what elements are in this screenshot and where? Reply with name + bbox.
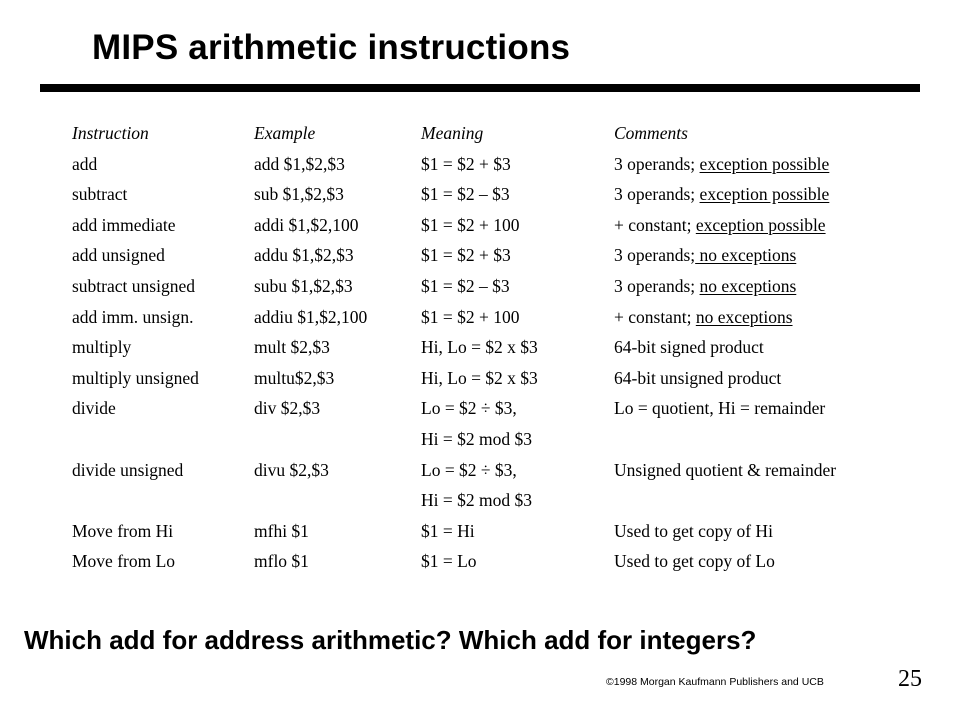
table-row	[72, 546, 912, 577]
instruction-cell: add unsigned	[72, 245, 165, 266]
question-text: Which add for address arithmetic? Which add for integers?	[24, 625, 757, 655]
table-row	[72, 455, 912, 486]
table-row	[72, 393, 912, 424]
meaning-cell: Hi, Lo = $2 x $3	[421, 367, 538, 388]
comment-underlined-text: exception possible	[695, 214, 826, 235]
meaning-cell: Lo = $2 ÷ $3,	[421, 459, 517, 480]
example-cell: addu $1,$2,$3	[254, 245, 354, 266]
instruction-table	[72, 118, 912, 577]
example-cell: mult $2,$3	[254, 337, 330, 358]
comment-cell	[614, 271, 796, 302]
comment-text: 3 operands;	[614, 245, 696, 266]
comment-underlined-text: no exceptions	[699, 275, 797, 296]
example-cell: subu $1,$2,$3	[254, 275, 353, 296]
table-row	[72, 271, 912, 302]
example-cell: div $2,$3	[254, 398, 321, 419]
comment-text: + constant;	[614, 214, 696, 235]
header-comments: Comments	[614, 123, 688, 143]
instruction-cell: subtract unsigned	[72, 275, 195, 296]
comment-underlined-text: exception possible	[699, 184, 830, 205]
slide-title: MIPS arithmetic instructions	[92, 28, 571, 67]
example-cell: mflo $1	[254, 551, 309, 572]
meaning-cell: Hi, Lo = $2 x $3	[421, 337, 538, 358]
meaning-cell: $1 = Lo	[421, 551, 477, 572]
comment-text: 64-bit unsigned product	[614, 367, 782, 388]
instruction-cell: add immediate	[72, 214, 176, 235]
meaning-cell: $1 = $2 + $3	[421, 153, 511, 174]
copyright-notice: ©1998 Morgan Kaufmann Publishers and UCB	[606, 676, 824, 688]
example-cell: addi $1,$2,100	[254, 214, 359, 235]
page-number: 25	[898, 666, 922, 692]
comment-cell	[614, 393, 825, 424]
table-row	[72, 179, 912, 210]
instruction-cell: Move from Lo	[72, 551, 176, 572]
table-row	[72, 332, 912, 363]
table-row	[72, 485, 912, 516]
table-row	[72, 210, 912, 241]
comment-cell	[614, 302, 793, 333]
example-cell: addiu $1,$2,100	[254, 306, 368, 327]
comment-cell	[614, 546, 775, 577]
instruction-cell: multiply unsigned	[72, 367, 199, 388]
meaning-cell: $1 = $2 – $3	[421, 184, 510, 205]
comment-cell	[614, 149, 829, 180]
comment-cell	[614, 363, 781, 394]
table-row	[72, 240, 912, 271]
comment-cell	[614, 455, 836, 486]
header-example: Example	[254, 123, 316, 143]
header-instruction: Instruction	[72, 123, 149, 143]
comment-text: + constant;	[614, 306, 696, 327]
table-row	[72, 424, 912, 455]
comment-cell	[614, 516, 773, 547]
table-body	[72, 149, 912, 577]
example-cell: multu$2,$3	[254, 367, 335, 388]
instruction-cell: add	[72, 153, 98, 174]
example-cell: sub $1,$2,$3	[254, 184, 344, 205]
comment-text: 3 operands;	[614, 184, 700, 205]
instruction-cell: divide	[72, 398, 116, 419]
example-cell: divu $2,$3	[254, 459, 329, 480]
table-row	[72, 363, 912, 394]
meaning-cell: $1 = $2 + 100	[421, 214, 520, 235]
instruction-cell: divide unsigned	[72, 459, 184, 480]
title-divider	[40, 84, 920, 92]
meaning-cell: Hi = $2 mod $3	[421, 428, 532, 449]
meaning-cell: $1 = Hi	[421, 520, 475, 541]
table-row	[72, 149, 912, 180]
instruction-cell: multiply	[72, 337, 132, 358]
comment-text: Used to get copy of Lo	[614, 551, 775, 572]
comment-cell	[614, 240, 796, 271]
meaning-cell: $1 = $2 – $3	[421, 275, 510, 296]
comment-cell	[614, 210, 826, 241]
meaning-cell: $1 = $2 + $3	[421, 245, 511, 266]
instruction-cell: add imm. unsign.	[72, 306, 194, 327]
example-cell: add $1,$2,$3	[254, 153, 345, 174]
instruction-cell: Move from Hi	[72, 520, 174, 541]
comment-text: Unsigned quotient & remainder	[614, 459, 837, 480]
comment-cell	[614, 179, 829, 210]
comment-underlined-text: no exceptions	[695, 245, 797, 266]
table-row	[72, 516, 912, 547]
instruction-cell: subtract	[72, 184, 128, 205]
comment-cell	[614, 332, 764, 363]
comment-text: 3 operands;	[614, 275, 700, 296]
header-meaning: Meaning	[421, 123, 484, 143]
comment-text: 64-bit signed product	[614, 337, 764, 358]
comment-text: Used to get copy of Hi	[614, 520, 773, 541]
comment-underlined-text: no exceptions	[695, 306, 793, 327]
table-header-row	[72, 118, 912, 149]
table-row	[72, 302, 912, 333]
comment-underlined-text: exception possible	[699, 153, 830, 174]
example-cell: mfhi $1	[254, 520, 309, 541]
meaning-cell: Lo = $2 ÷ $3,	[421, 398, 517, 419]
meaning-cell: Hi = $2 mod $3	[421, 490, 532, 511]
comment-text: Lo = quotient, Hi = remainder	[614, 398, 826, 419]
meaning-cell: $1 = $2 + 100	[421, 306, 520, 327]
comment-text: 3 operands;	[614, 153, 700, 174]
